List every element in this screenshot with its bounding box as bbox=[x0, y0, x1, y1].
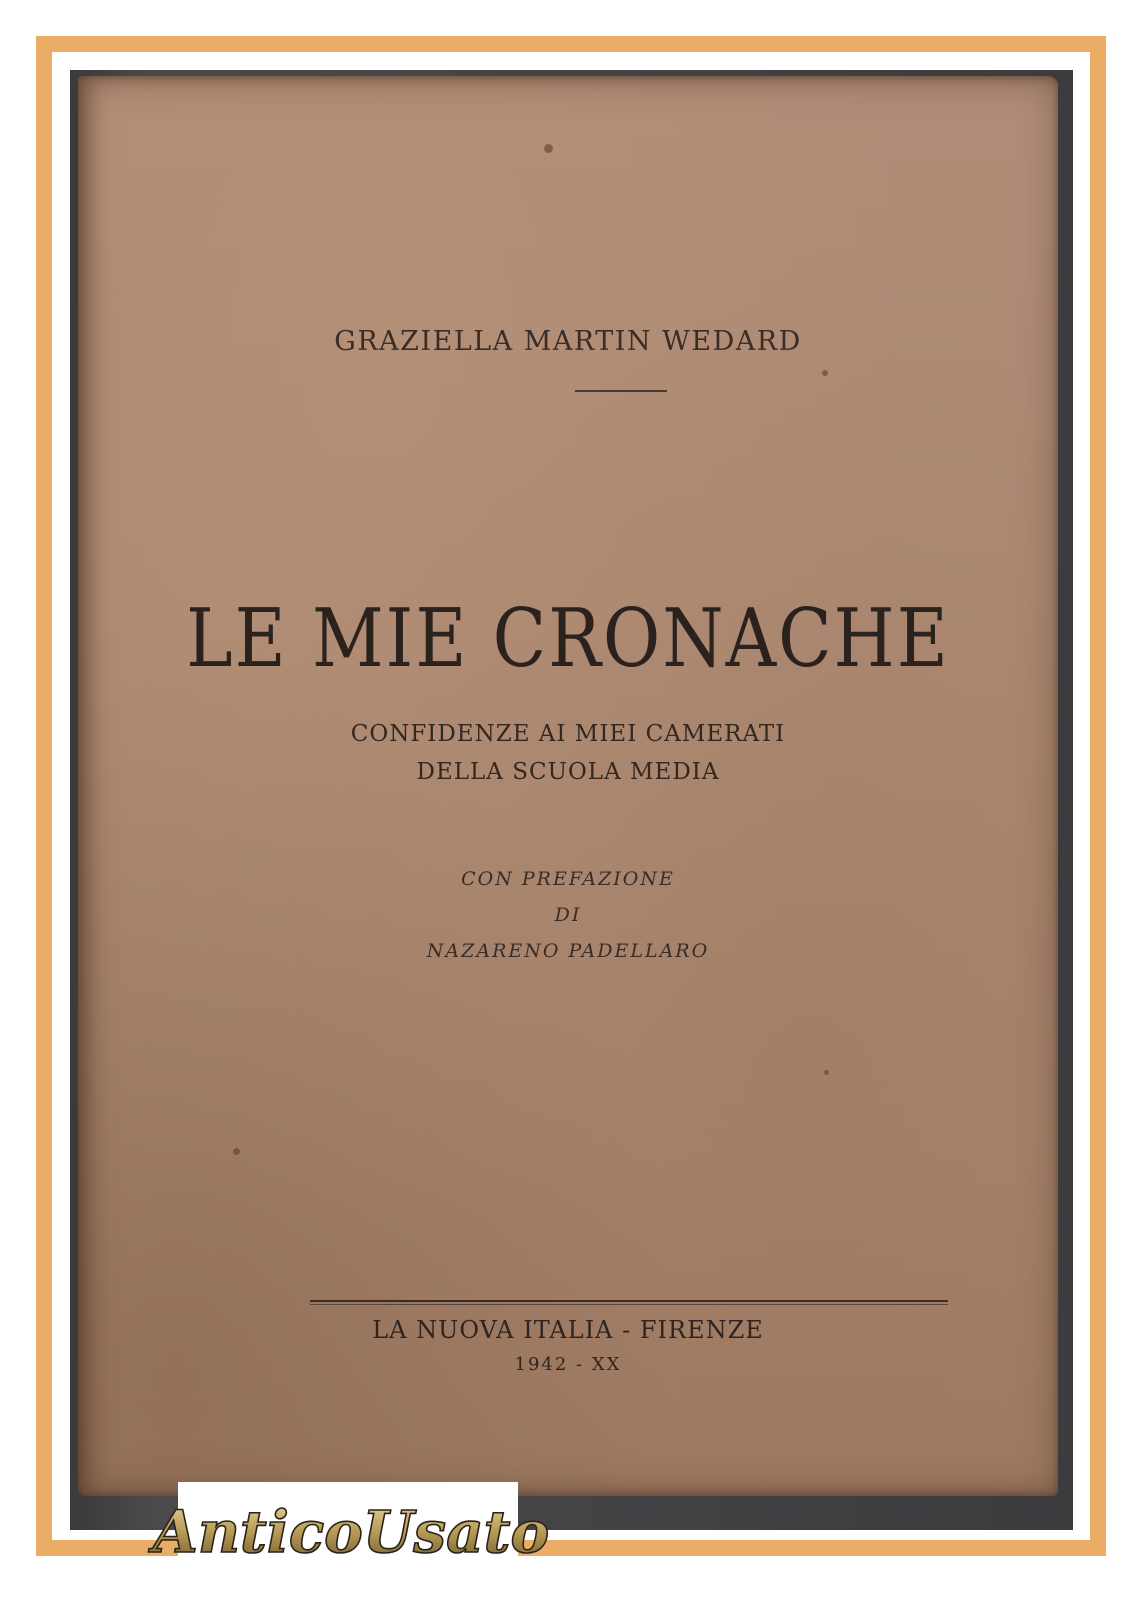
author-divider bbox=[575, 390, 667, 392]
foxing-spot bbox=[824, 1070, 829, 1075]
publisher-divider-thin bbox=[310, 1304, 948, 1305]
publisher-divider bbox=[310, 1300, 948, 1302]
anticousato-logo bbox=[152, 1486, 550, 1576]
book-cover bbox=[78, 76, 1058, 1496]
author-name: GRAZIELLA MARTIN WEDARD bbox=[334, 326, 802, 357]
preface-line-1: CON PREFAZIONE bbox=[461, 868, 675, 890]
preface-line-2: DI bbox=[554, 904, 582, 926]
foxing-spot bbox=[544, 144, 553, 153]
watermark-text: AnticoUsato bbox=[152, 1498, 550, 1566]
publication-year: 1942 - XX bbox=[514, 1354, 622, 1375]
foxing-spot bbox=[233, 1148, 240, 1155]
subtitle-line-2: DELLA SCUOLA MEDIA bbox=[416, 759, 720, 785]
publisher-name: LA NUOVA ITALIA - FIRENZE bbox=[372, 1316, 764, 1344]
foxing-spot bbox=[822, 370, 828, 376]
book-title: LE MIE CRONACHE bbox=[186, 591, 950, 686]
preface-author: NAZARENO PADELLARO bbox=[426, 940, 710, 962]
subtitle-line-1: CONFIDENZE AI MIEI CAMERATI bbox=[350, 721, 786, 747]
